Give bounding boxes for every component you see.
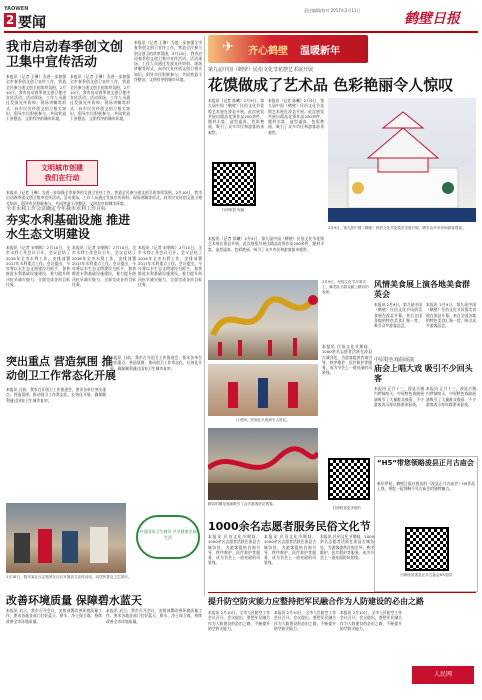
headline: 花馍做成了艺术品 色彩艳丽令人惊叹 <box>208 76 454 94</box>
article-health-city <box>6 355 202 585</box>
article-volunteers-side <box>322 344 372 504</box>
article-body-col3: 本报讯（记者 王琳）为进一步加强全市春季创文创卫宣传工作，营造全民参与创文创卫的浓厚氛围，2月10日，我市启动春季创文创卫集中宣传活动。活动现场，工作人员通过发放宣传资料、现场讲解等形式，向市民宣传创文创卫相关知识，倡导市民积极参与，共同营造干净整洁、文明有序的城市环境。 <box>134 40 202 83</box>
photos-qr[interactable] <box>328 458 370 500</box>
header-bar <box>4 6 478 30</box>
photo-caption-shehuo: 行进间，民间社火表演引人驻足。 <box>236 418 290 422</box>
article-body-col3: 本报讯 2月10日，全市人民防空工作会议召开。会议提出，要把军民融合作为人防建设的必由之路，不断提升防空防灾能力。 <box>340 610 402 631</box>
badge-line-1: 文明城市创建 <box>41 164 83 172</box>
headline: 庙会上唱大戏 吸引不少回头客 <box>374 364 473 383</box>
dragon-street-photo <box>208 428 318 500</box>
edition-label: YAOWEN <box>4 6 29 12</box>
civilization-badge <box>26 160 98 186</box>
article-body-col4: 本报讯（记者 王琳）为进一步加强全市春季创文创卫宣传工作，营造全民参与创文创卫的浓厚氛围，2月10日，我市启动春季创文创卫集中宣传活动。活动现场，工作人员通过发放宣传资料、现场讲解等形式，向市民宣传创文创卫相关知识，倡导市民积极参与，共同营造干净整洁、文明有序的城市环境。 <box>6 190 202 206</box>
article-body: 本报讯 2月9日，第九届中国（鹤壁）民俗文化节风情美食展在浚县开幕，来自全国各地的特色美食汇聚一堂，吸引众多游客品尝。 <box>374 302 422 329</box>
flower-bun-qr[interactable] <box>212 162 256 206</box>
article-body: 本报讯 2月10日，全市人民防空工作会议召开。会议提出，要把军民融合作为人防建设的必由之路，不断提升防空防灾能力。 <box>208 610 270 631</box>
issue-info: 责任编辑/校对 2017年2月11日 <box>304 8 361 13</box>
header-rule <box>4 31 478 33</box>
article-body-col2: 本报讯 正月十三，浚县古城内锣鼓喧天，中原特色戏曲展演吸引了大量群众观看，不少游客表示每年都要来看戏。 <box>426 386 476 407</box>
headline: 夯实水利基础设施 推进水生态文明建设 <box>6 213 131 241</box>
bottom-rule <box>208 592 476 593</box>
article-body-col2: 本报讯（记者 宋朝晖）2月10日，全市水利工作会议召开。会议总结了2016年全市水利工作，安排部署2017年水利重点工作。会议提出，今年将以水生态文明建设为抓手，加快推进水利基础设施建设，着力提升防汛抗旱减灾能力，全面完成各项目标任务。 <box>72 245 136 288</box>
shehuo-photo <box>208 364 318 416</box>
photo-caption-street: 精彩的舞龙表演吸引了众多游客驻足观看。 <box>208 502 277 506</box>
article-body-col2: 本报讯（记者 王琳）为进一步加强全市春季创文创卫宣传工作，营造全民参与创文创卫的浓厚氛围，2月10日，我市启动春季创文创卫集中宣传活动。活动现场，工作人员通过发放宣传资料、现场讲解等形式，向市民宣传创文创卫相关知识，倡导市民积极参与，共同营造干净整洁、文明有序的城市环境。 <box>70 74 130 122</box>
article-body: 新年伊始，鹤壁日报社推出的《浚县正月古庙会》H5作品上线，带您一起领略千年古庙会的独特魅力。 <box>377 481 475 492</box>
article-body: 本报讯（记者 宋朝晖）2月10日，全市水利工作会议召开。会议总结了2016年全市水利工作，安排部署2017年水利重点工作。会议提出，今年将以水生态文明建设为抓手，加快推进水利基础设施建设，着力提升防汛抗旱减灾能力，全面完成各项目标任务。 <box>6 245 70 288</box>
kicker: 中原特色戏曲展演 <box>374 357 415 363</box>
article-body: 本报讯 民俗文化节期间，1000余名志愿者活跃在浚县古城各处，为游客提供咨询引导、秩序维护、医疗救护等服务，成为节会上一道亮丽的风景线。 <box>208 534 260 566</box>
new-year-banner <box>208 35 368 63</box>
article-body-col3: 本报讯（记者 宋朝晖）2月10日，全市水利工作会议召开。会议总结了2016年全市水利工作，安排部署2017年水利重点工作。会议提出，今年将以水生态文明建设为抓手，加快推进水利基础设施建设，着力提升防汛抗旱减灾能力，全面完成各项目标任务。 <box>138 245 202 288</box>
headline: 1000余名志愿者服务民俗文化节 <box>208 520 371 533</box>
banner-sub: 齐心鹤壁 <box>248 46 288 57</box>
article-body-col2: 本报讯 2月10日，全市人民防空工作会议召开。会议提出，要把军民融合作为人防建设的必由之路，不断提升防空防灾能力。 <box>274 610 336 631</box>
dragon-street-icon <box>208 428 318 500</box>
article-body-col2: 本报讯 日前，我市召开创卫工作推进会，要求各单位突出重点、营造氛围，推动创卫工作常态化、长效化开展，确保顺利通过国家卫生城市复审。 <box>110 355 202 371</box>
headline: 我市启动春季创文创卫集中宣传活动 <box>6 40 124 70</box>
h5-qr[interactable] <box>405 527 449 571</box>
community-photo <box>6 503 126 573</box>
photo-scene-icon <box>6 503 126 573</box>
article-body-col2: 本报讯（记者 陈曦）2月9日，第九届中国（鹤壁）民俗文化节花馍艺术展在浚县开展。此次展览共展出精品花馍作品200余件，题材丰富、造型逼真、色彩艳丽，吸引了众多市民和游客前来观赏。 <box>268 98 324 135</box>
qr-caption-photos: 扫码欣赏更多图片 <box>332 506 362 510</box>
column-divider <box>204 36 205 596</box>
article-body: 本报讯（记者 王琳）为进一步加强全市春季创文创卫宣传工作，营造全民参与创文创卫的浓厚氛围，2月10日，我市启动春季创文创卫集中宣传活动。活动现场，工作人员通过发放宣传资料、现场讲解等形式，向市民宣传创文创卫相关知识，倡导市民积极参与，共同营造干净整洁、文明有序的城市环境。 <box>6 74 66 122</box>
crane-icon: ✈ <box>222 39 234 55</box>
article-food-fair <box>374 280 476 350</box>
article-volunteers <box>208 518 374 590</box>
kicker: 全市水利工作会议确定今年我市水利工作目标 <box>6 206 107 212</box>
section-number: 2 <box>5 13 15 27</box>
section-name: 要闻 <box>18 15 46 31</box>
article-civil-defense <box>208 596 476 696</box>
side-text: 本报讯 民俗文化节期间，1000余名志愿者活跃在浚县古城各处，为游客提供咨询引导、秩序维护、医疗救护等服务，成为节会上一道亮丽的风景线。 <box>322 344 372 376</box>
photo-caption: 1月18日，我市某社区志愿者在社区开展创卫宣传活动，向居民普及卫生知识。 <box>6 575 132 579</box>
article-flower-bun <box>208 66 476 276</box>
article-environment <box>6 592 202 696</box>
article-body-col2: 本报讯 近日，我市召开会议，安排部署改善环境质量工作，要求各地各部门打好蓝天、碧水、净土保卫战，持续改善全市环境质量。 <box>106 608 202 624</box>
headline: 突出重点 营造氛围 推动创卫工作常态化开展 <box>6 355 116 382</box>
article-h5 <box>374 456 478 592</box>
article-body-col3: 本报讯（记者 陈曦）2月9日，第九届中国（鹤壁）民俗文化节花馍艺术展在浚县开展。此次展览共展出精品花馍作品200余件，题材丰富、造型逼真、色彩艳丽，吸引了众多市民和游客前来观赏。 <box>208 236 324 252</box>
article-body: 本报讯 正月十三，浚县古城内锣鼓喧天，中原特色戏曲展演吸引了大量群众观看，不少游客表示每年都要来看戏。 <box>374 386 424 407</box>
performers-icon <box>208 364 318 416</box>
ring-text: 共创国家卫生城市 共享健康幸福生活 <box>139 529 197 540</box>
article-opera <box>374 356 476 452</box>
masthead-logo: 鹤壁日报 <box>404 11 460 27</box>
dragon-dance-photo <box>208 280 318 360</box>
article-body-col2: 本报讯 民俗文化节期间，1000余名志愿者活跃在浚县古城各处，为游客提供咨询引导、秩序维护、医疗救护等服务，成为节会上一道亮丽的风景线。 <box>264 534 316 566</box>
health-city-ring-badge <box>136 515 200 559</box>
qr-caption: 扫码收看 视频 <box>221 208 245 212</box>
footer-logo <box>412 666 474 684</box>
article-body: 本报讯 日前，我市召开创卫工作推进会，要求各单位突出重点、营造氛围，推动创卫工作常态化、长效化开展，确保顺利通过国家卫生城市复审。 <box>6 387 106 403</box>
article-body: 本报讯（记者 陈曦）2月9日，第九届中国（鹤壁）民俗文化节花馍艺术展在浚县开展。此次展览共展出精品花馍作品200余件，题材丰富、造型逼真、色彩艳丽，吸引了众多市民和游客前来观赏。 <box>208 98 264 135</box>
badge-line-2: 我们在行动 <box>44 174 80 182</box>
footer-logo-text: 人民网 <box>433 671 452 678</box>
photo-caption: 2月9日，第九届中国（鹤壁）民俗文化节花馍艺术展开展，吸引众多市民和游客观赏。 <box>328 226 466 230</box>
article-body: 本报讯 近日，我市召开会议，安排部署改善环境质量工作，要求各地各部门打好蓝天、碧水、净土保卫战，持续改善全市环境质量。 <box>6 608 102 624</box>
kicker: 第九届中国（鹤壁）民俗文化节花摆艺术展开展 <box>208 67 314 73</box>
dragon-icon <box>208 280 318 360</box>
banner-main: 温暖新年 <box>300 46 340 57</box>
qr-caption: 扫码欣赏浚县正月古庙会H5页面 <box>400 573 452 577</box>
headline: 改善环境质量 保障碧水蓝天 <box>6 594 142 607</box>
pagoda-sculpture-icon <box>328 98 476 222</box>
headline: “H5”带您领略浚县正月古庙会 <box>377 459 474 467</box>
flower-bun-photo <box>328 98 476 222</box>
article-body-col2: 本报讯 2月9日，第九届中国（鹤壁）民俗文化节风情美食展在浚县开幕，来自全国各地的特色美食汇聚一堂，吸引众多游客品尝。 <box>426 302 476 329</box>
photo-caption-dragon: 2月9日，民俗文化节开幕式上，舞龙队为群众献上精彩的表演。 <box>322 280 369 294</box>
headline: 风情美食展上演各地美食群英会 <box>374 280 470 299</box>
article-body-col3: 本报讯 民俗文化节期间，1000余名志愿者活跃在浚县古城各处，为游客提供咨询引导、秩序维护、医疗救护等服务，成为节会上一道亮丽的风景线。 <box>320 534 374 561</box>
headline: 提升防空防灾能力应整持把军民融合作为人防建设的必由之路 <box>208 597 424 606</box>
article-water-conservancy <box>6 205 202 355</box>
